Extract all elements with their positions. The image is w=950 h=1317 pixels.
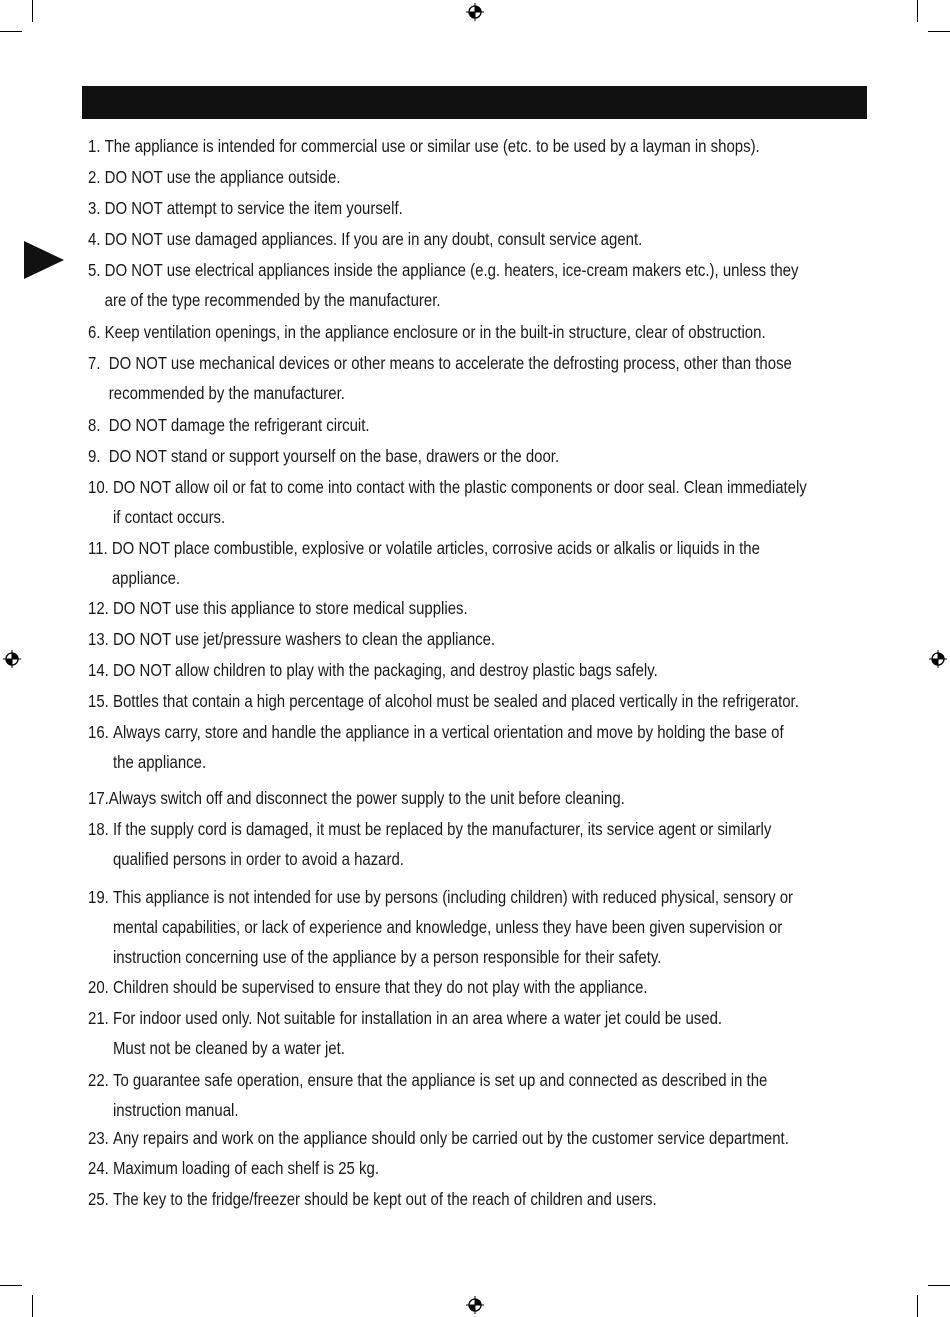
item-number: 6. [88,322,101,342]
registration-mark-icon [929,650,947,668]
list-item [88,1184,888,1214]
crop-mark [0,31,22,32]
item-text: Must not be cleaned by a water jet. [112,1038,345,1058]
list-item [88,1123,888,1153]
item-number: 22. [88,1070,109,1090]
list-item [88,224,888,254]
item-number: 9. [88,446,101,466]
item-text: The appliance is intended for commercial use or similar use (etc. to be used by a layman in shops). [104,136,760,156]
item-number: 23. [88,1128,109,1148]
list-item [88,593,888,623]
list-item [88,410,888,440]
item-text: For indoor used only. Not suitable for installation in an area where a water jet could be used. [112,1008,723,1028]
item-number: 11. [88,538,108,558]
item-number: 18. [88,819,109,839]
list-item [88,162,888,192]
item-text: Children should be supervised to ensure that they do not play with the appliance. [112,977,648,997]
item-text: To guarantee safe operation, ensure that the appliance is set up and connected as described in the [112,1070,768,1090]
registration-mark-icon [466,1296,484,1314]
item-text: Keep ventilation openings, in the appliance enclosure or in the built-in structure, clear of obstruction. [104,322,766,342]
list-item [88,783,888,813]
list-item [88,717,888,777]
list-item [88,472,888,532]
item-text: DO NOT place combustible, explosive or volatile articles, corrosive acids or alkalis or liquids in the [111,538,760,558]
item-number: 19. [88,887,109,907]
item-text: DO NOT allow children to play with the packaging, and destroy plastic bags safely. [112,660,658,680]
crop-mark [917,1295,918,1317]
item-number: 20. [88,977,109,997]
item-text: appliance. [111,568,181,588]
item-text: the appliance. [112,752,207,772]
item-number: 15. [88,691,109,711]
item-number: 25. [88,1189,109,1209]
section-header-bar [82,86,867,119]
item-number: 14. [88,660,109,680]
list-item [88,193,888,223]
item-number: 13. [88,629,109,649]
list-item [88,655,888,685]
registration-mark-icon [466,3,484,21]
item-text: Maximum loading of each shelf is 25 kg. [112,1158,379,1178]
item-text: DO NOT use the appliance outside. [104,167,341,187]
item-number: 1. [88,136,101,156]
list-item [88,1153,888,1183]
list-item [88,533,888,593]
item-number: 3. [88,198,101,218]
item-text: qualified persons in order to avoid a hazard. [112,849,404,869]
item-text: recommended by the manufacturer. [108,383,345,403]
list-item [88,686,888,716]
item-text: Always carry, store and handle the appliance in a vertical orientation and move by holding the base of [112,722,784,742]
item-number: 7. [88,353,101,373]
list-item [88,624,888,654]
list-item [88,441,888,471]
item-text: DO NOT use this appliance to store medical supplies. [112,598,468,618]
item-text: DO NOT allow oil or fat to come into contact with the plastic components or door seal. Clean immediately [112,477,807,497]
list-item [88,348,888,408]
item-text: If the supply cord is damaged, it must be replaced by the manufacturer, its service agent or similarly [112,819,772,839]
item-number: 8. [88,415,101,435]
item-text: Any repairs and work on the appliance should only be carried out by the customer service department. [112,1128,789,1148]
item-text: mental capabilities, or lack of experience and knowledge, unless they have been given supervision or [112,917,783,937]
registration-mark-icon [3,650,21,668]
item-number: 16. [88,722,109,742]
crop-mark [32,0,33,22]
item-text: if contact occurs. [112,507,226,527]
item-text: DO NOT use jet/pressure washers to clean the appliance. [112,629,496,649]
item-text: are of the type recommended by the manufacturer. [104,290,441,310]
list-item [88,814,888,874]
list-item [88,255,888,315]
item-number: 2. [88,167,101,187]
item-number: 10. [88,477,109,497]
item-text: DO NOT use mechanical devices or other means to accelerate the defrosting process, other than those [108,353,792,373]
item-number: 21. [88,1008,109,1028]
item-text: DO NOT stand or support yourself on the base, drawers or the door. [108,446,560,466]
item-text: DO NOT use damaged appliances. If you are in any doubt, consult service agent. [104,229,643,249]
item-number: 24. [88,1158,109,1178]
list-item [88,317,888,347]
crop-mark [928,31,950,32]
side-tab-arrow-icon [24,241,64,279]
item-text: Always switch off and disconnect the power supply to the unit before cleaning. [108,788,625,808]
crop-mark [928,1285,950,1286]
item-text: DO NOT use electrical appliances inside the appliance (e.g. heaters, ice-cream makers etc.), unless they [104,260,799,280]
item-number: 17. [88,788,109,808]
item-text: The key to the fridge/freezer should be kept out of the reach of children and users. [112,1189,657,1209]
crop-mark [917,0,918,22]
item-text: DO NOT attempt to service the item yourself. [104,198,403,218]
list-item [88,882,888,972]
list-item [88,972,888,1002]
item-text: This appliance is not intended for use by persons (including children) with reduced physical, sensory or [112,887,793,907]
item-number: 5. [88,260,101,280]
item-text: instruction concerning use of the appliance by a person responsible for their safety. [112,947,662,967]
item-number: 4. [88,229,101,249]
list-item [88,1065,888,1125]
crop-mark [0,1285,22,1286]
item-text: DO NOT damage the refrigerant circuit. [108,415,370,435]
item-text: Bottles that contain a high percentage of alcohol must be sealed and placed vertically in the refrigerator. [112,691,799,711]
item-text: instruction manual. [112,1100,239,1120]
list-item [88,1003,888,1063]
crop-mark [32,1295,33,1317]
item-number: 12. [88,598,109,618]
list-item [88,131,888,161]
